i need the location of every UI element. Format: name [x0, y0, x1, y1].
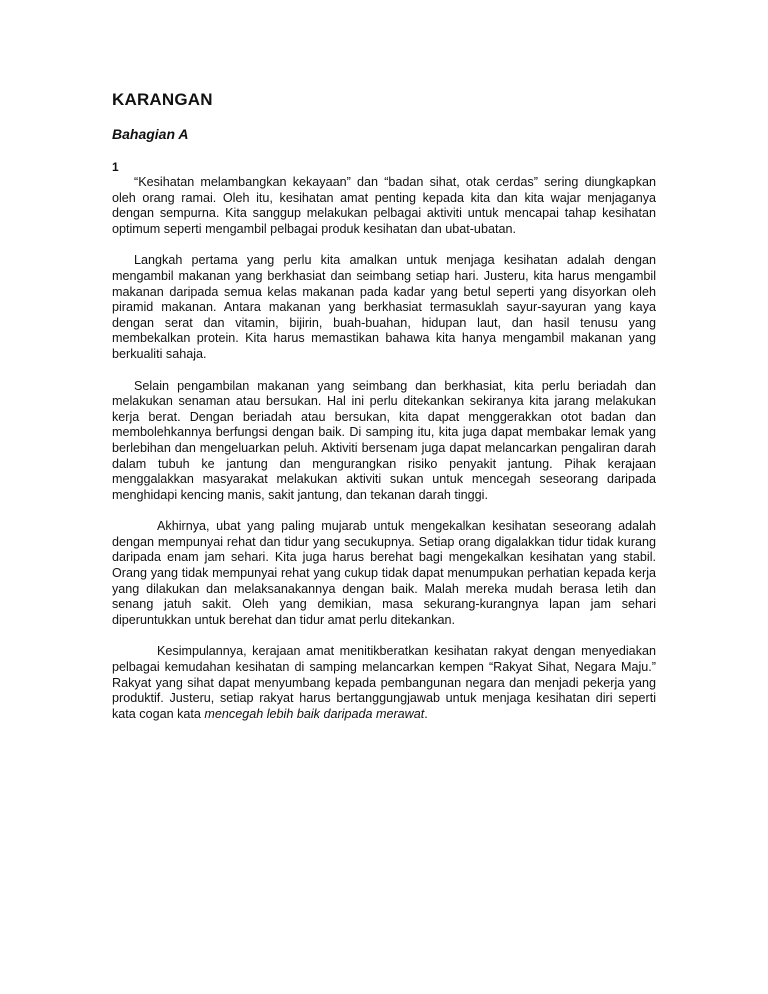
slogan-italic: mencegah lebih baik daripada merawat [204, 706, 425, 721]
question-number: 1 [112, 160, 119, 174]
conclusion-text: Kesimpulannya, kerajaan amat menitikberatkan kesihatan rakyat dengan menyediakan pelbagai kemudahan kesihatan di samping melancarkan kempen “Rakyat Sihat, Negara Maju.” Rakyat yang sihat dapat menyumbang kepada pembangunan negara dan menjadi pekerja yang produktif. Justeru, setiap rakyat harus bertanggungjawab untuk menjaga kesihatan diri seperti kata cogan kata [112, 644, 656, 721]
conclusion-end: . [424, 706, 428, 721]
paragraph-conclusion [112, 644, 656, 722]
paragraph-rest: Akhirnya, ubat yang paling mujarab untuk mengekalkan kesihatan seseorang adalah dengan mempunyai rehat dan tidur yang secukupnya. Setiap orang digalakkan tidur tidak kurang daripada enam jam sehari. Kita juga harus berehat bagi mengekalkan kesihatan yang stabil. Orang yang tidak mempunyai rehat yang cukup tidak dapat menumpukan perhatian kepada kerja yang dilakukan dan melaksanakannya dengan baik. Malah mereka mudah berasa letih dan senang jatuh sakit. Oleh yang demikian, masa sekurang-kurangnya lapan jam sehari diperuntukkan untuk berehat dan tidur amat perlu ditekankan. [112, 519, 656, 627]
section-heading: Bahagian A [112, 126, 189, 142]
document-title: KARANGAN [112, 90, 213, 109]
essay-body [112, 175, 656, 738]
paragraph-intro: “Kesihatan melambangkan kekayaan” dan “badan sihat, otak cerdas” sering diungkapkan oleh orang ramai. Oleh itu, kesihatan amat penting kepada kita dan kita wajar menjaganya dengan sempurna. Kita sanggup melakukan pelbagai aktiviti untuk mencapai tahap kesihatan optimum seperti mengambil pelbagai produk kesihatan dan ubat-ubatan. [112, 175, 656, 236]
paragraph-food: Langkah pertama yang perlu kita amalkan untuk menjaga kesihatan adalah dengan mengambil makanan yang berkhasiat dan seimbang setiap hari. Justeru, kita harus mengambil makanan daripada semua kelas makanan pada kadar yang betul seperti yang disyorkan oleh piramid makanan. Antara makanan yang berkhasiat termasuklah sayur-sayuran yang kaya dengan serat dan vitamin, bijirin, buah-buahan, hidupan laut, dan hasil tenusu yang membekalkan protein. Kita harus memastikan bahawa kita hanya mengambil makanan yang berkualiti sahaja. [112, 253, 656, 361]
paragraph-exercise: Selain pengambilan makanan yang seimbang dan berkhasiat, kita perlu beriadah dan melakukan senaman atau bersukan. Hal ini perlu ditekankan sekiranya kita jarang melakukan kerja berat. Dengan beriadah atau bersukan, kita dapat menggerakkan otot badan dan membolehkannya berfungsi dengan baik. Di samping itu, kita juga dapat membakar lemak yang berlebihan dan mengeluarkan peluh. Aktiviti bersenam juga dapat melancarkan pengaliran darah dalam tubuh ke jantung dan mengurangkan risiko penyakit jantung. Pihak kerajaan menggalakkan masyarakat melakukan aktiviti sukan untuk mencegah seseorang daripada menghidapi kencing manis, sakit jantung, dan tekanan darah tinggi. [112, 378, 656, 502]
